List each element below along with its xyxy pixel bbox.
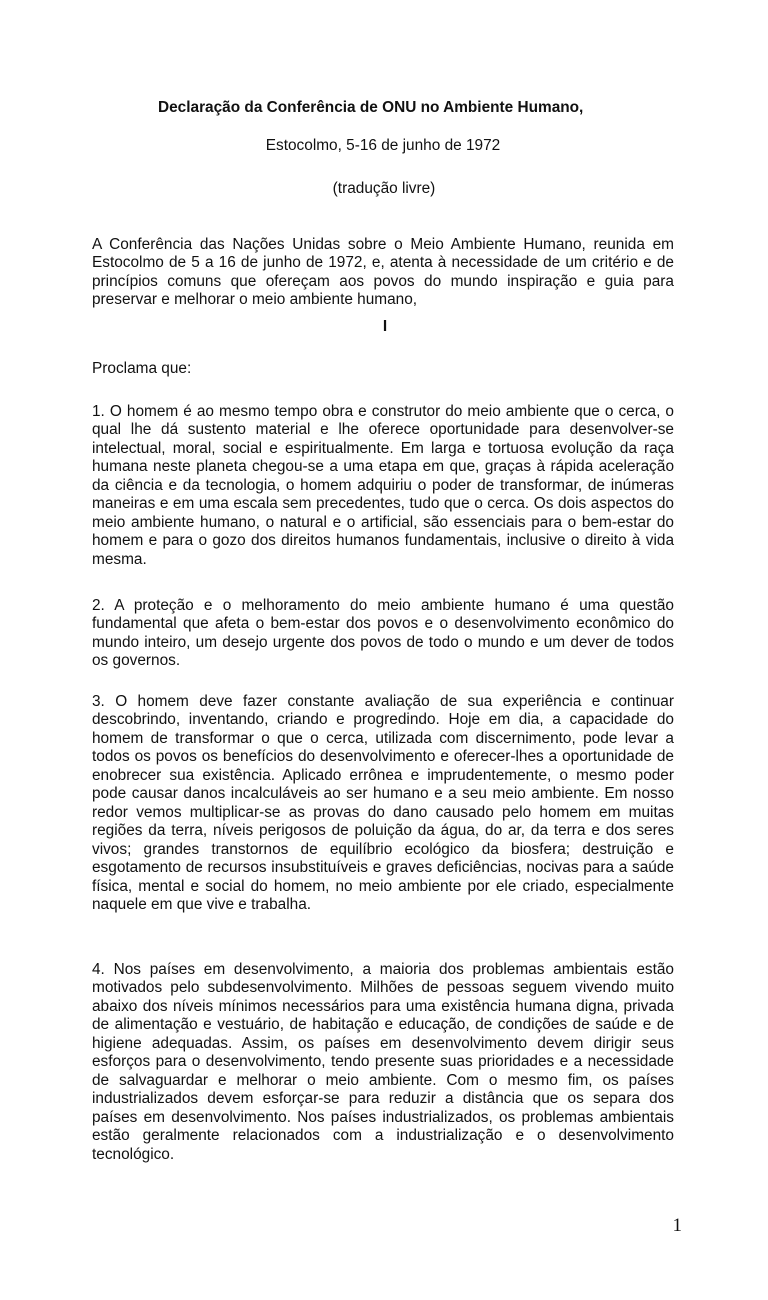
section-heading xyxy=(0,318,768,336)
paragraph-3: 3. O homem deve fazer constante avaliação de sua experiência e continuar descobrindo, inventando, criando e progredindo. Hoje em dia, a capacidade do homem de transformar o que o cerca, utilizada com discernimento, pode levar a todos os povos os benefícios do desenvolvimento e oferecer-lhes a oportunidade de enobrecer sua existência. Aplicado errônea e imprudentemente, o mesmo poder pode causar danos incalculáveis ao ser humano e a seu meio ambiente. Em nosso redor vemos multiplicar-se as provas do dano causado pelo homem em muitas regiões da terra, níveis perigosos de poluição da água, do ar, da terra e dos seres vivos; grandes transtornos de equilíbrio ecológico da biosfera; destruição e esgotamento de recursos insubstituíveis e graves deficiências, nocivas para a saúde física, mental e social do homem, no meio ambiente por ele criado, especialmente naquele em que vive e trabalha. xyxy=(92,693,674,913)
paragraph-4: 4. Nos países em desenvolvimento, a maioria dos problemas ambientais estão motivados pelo subdesenvolvimento. Milhões de pessoas seguem vivendo muito abaixo dos níveis mínimos necessários para uma existência humana digna, privada de alimentação e vestuário, de habitação e educação, de condições de saúde e de higiene adequadas. Assim, os países em desenvolvimento devem dirigir seus esforços para o desenvolvimento, tendo presente suas prioridades e a necessidade de salvaguardar e melhorar o meio ambiente. Com o mesmo fim, os países industrializados devem esforçar-se para reduzir a distância que os separa dos países em desenvolvimento. Nos países industrializados, os problemas ambientais estão geralmente relacionados com a industrialização e o desenvolvimento tecnológico. xyxy=(92,961,674,1163)
translation-note: (tradução livre) xyxy=(332,180,436,197)
paragraph-2: 2. A proteção e o melhoramento do meio ambiente humano é uma questão fundamental que afeta o bem-estar dos povos e o desenvolvimento econômico do mundo inteiro, um desejo urgente dos povos de todo o mundo e um dever de todos os governos. xyxy=(92,597,674,670)
proclaim-label: Proclama que: xyxy=(92,360,192,377)
section-number: I xyxy=(382,318,388,335)
document-subtitle xyxy=(0,137,768,155)
document-subtitle-text: Estocolmo, 5-16 de junho de 1972 xyxy=(265,137,501,154)
page-number: 1 xyxy=(672,1215,682,1236)
document-title: Declaração da Conferência de ONU no Ambiente Humano, xyxy=(158,99,584,116)
intro-paragraph: A Conferência das Nações Unidas sobre o Meio Ambiente Humano, reunida em Estocolmo de 5 a 16 de junho de 1972, e, atenta à necessidade de um critério e de princípios comuns que ofereçam aos povos do mundo inspiração e guia para preservar e melhorar o meio ambiente humano, xyxy=(92,236,674,309)
paragraph-1: 1. O homem é ao mesmo tempo obra e construtor do meio ambiente que o cerca, o qual lhe dá sustento material e lhe oferece oportunidade para desenvolver-se intelectual, moral, social e espiritualmente. Em larga e tortuosa evolução da raça humana neste planeta chegou-se a uma etapa em que, graças à rápida aceleração da ciência e da tecnologia, o homem adquiriu o poder de transformar, de inúmeras maneiras e em uma escala sem precedentes, tudo que o cerca. Os dois aspectos do meio ambiente humano, o natural e o artificial, são essenciais para o bem-estar do homem e para o gozo dos direitos humanos fundamentais, inclusive o direito à vida mesma. xyxy=(92,403,674,568)
